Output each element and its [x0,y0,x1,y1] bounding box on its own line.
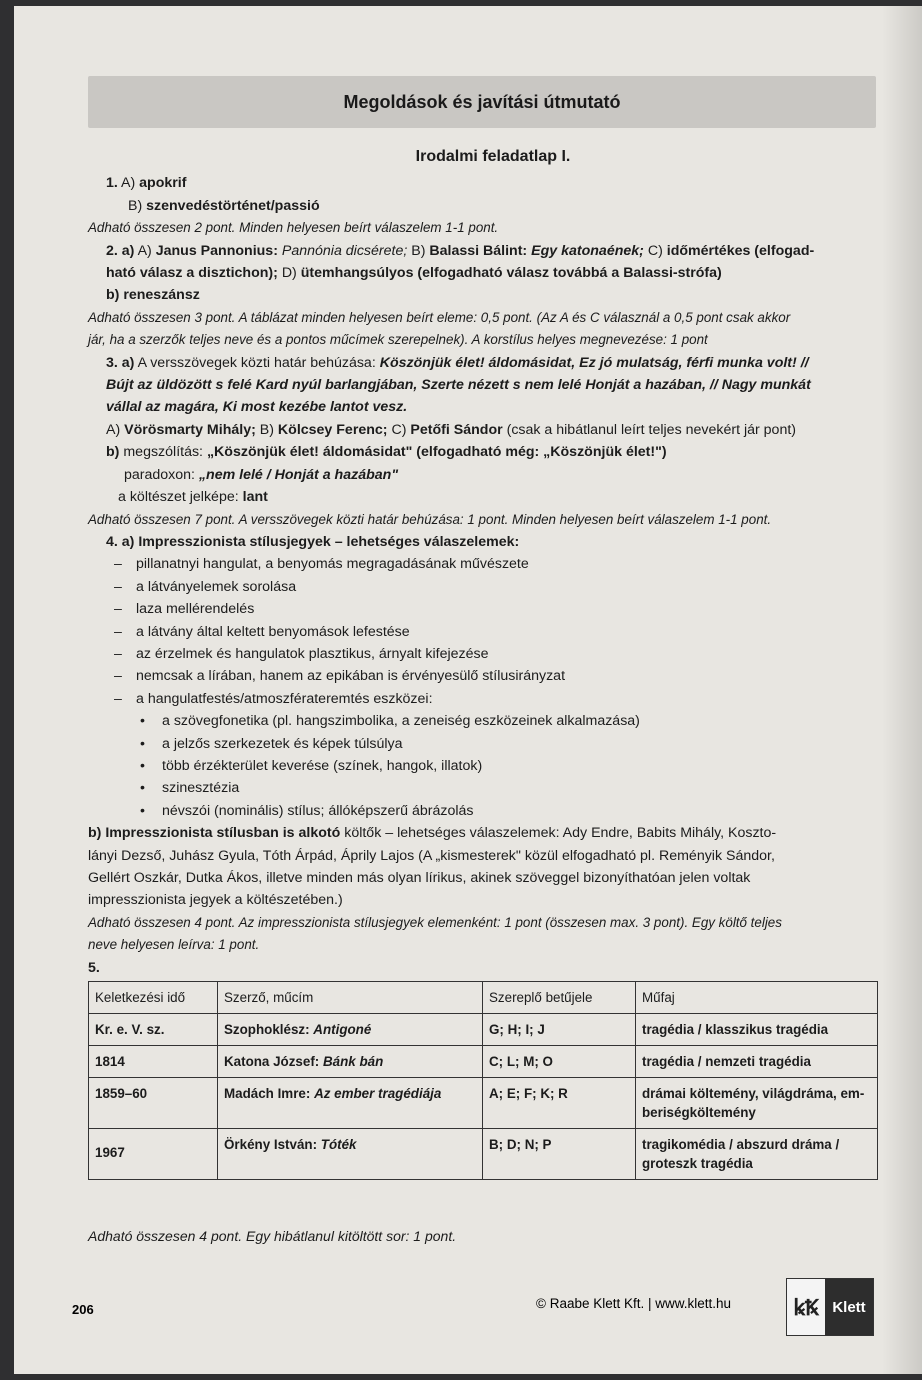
list-item: – a látvány által keltett benyomások lefestése [114,621,878,643]
table-cell: 1814 [89,1046,218,1078]
q5-num: 5. [88,959,100,976]
q4-b-4: impresszionista jegyek a költészetében.) [88,892,343,909]
table-cell: tragikomédia / abszurd dráma / groteszk tragédia [636,1129,878,1180]
q1-note: Adható összesen 2 pont. Minden helyesen beírt válaszelem 1-1 pont. [88,220,499,236]
works-table [88,981,878,1180]
q3-a-text-3: vállal az magára, Ki most kezébe lantot vesz. [106,399,408,416]
table-cell: 1967 [89,1129,218,1180]
list-item: • több érzékterület keverése (színek, hangok, illatok) [140,755,878,777]
copyright-text: © Raabe Klett Kft. | www.klett.hu [536,1296,732,1311]
table-row [89,1078,878,1129]
table-cell: Madách Imre: Az ember tragédiája [218,1078,483,1129]
q3-b-jelkep: a költészet jelképe: lant [118,489,268,506]
q1-b: B) szenvedéstörténet/passió [128,197,320,214]
q3-note: Adható összesen 7 pont. A versszövegek közti határ behúzása: 1 pont. Minden helyesen beírt válaszelem 1-1 pont. [88,511,772,527]
table-row [89,1129,878,1180]
table-cell: drámai költemény, világdráma, em-beriségköltemény [636,1078,878,1129]
list-item: – nemcsak a lírában, hanem az epikában is érvényesülő stílusirányzat [114,665,878,687]
table-cell: 1859–60 [89,1078,218,1129]
table-row [89,1046,878,1078]
page-shadow [882,6,922,1374]
q3-a-text-2: Bújt az üldözött s felé Kard nyúl barlangjában, Szerte nézett s nem lelé Honját a hazában, // Nagy munkát [106,377,811,394]
table-cell: A; E; F; K; R [483,1078,636,1129]
q4-b-2: lányi Dezső, Juhász Gyula, Tóth Árpád, Áprily Lajos (A „kismesterek" közül elfogadható pl. Reményik Sándor, [88,847,775,864]
list-item: • névszói (nominális) stílus; állóképszerű ábrázolás [140,800,878,822]
table-cell: B; D; N; P [483,1129,636,1180]
worksheet-title: Irodalmi feladatlap I. [415,148,571,165]
q2-a: 2. a) A) Janus Pannonius: Pannónia dicsérete; B) Balassi Bálint: Egy katonaének; C) időmértékes (elfogad- [106,242,815,259]
table-cell: Katona József: Bánk bán [218,1046,483,1078]
list-item: – a hangulatfestés/atmoszférateremtés eszközei: [114,688,878,710]
q3-b-paradoxon: paradoxon: „nem lelé / Honját a hazában" [124,466,399,483]
table-header: Szereplő betűjele [483,982,636,1014]
table-cell: G; H; I; J [483,1014,636,1046]
q3-b-megszolitas: b) megszólítás: „Köszönjük élet! áldomásidat" (elfogadható még: „Köszönjük élet!") [106,444,667,461]
table-cell: tragédia / nemzeti tragédia [636,1046,878,1078]
table-cell: Szophoklész: Antigoné [218,1014,483,1046]
table-cell: tragédia / klasszikus tragédia [636,1014,878,1046]
q4-b-3: Gellért Oszkár, Dutka Ákos, illetve minden más olyan lírikus, akinek szöveggel bizonyíthatóan jelen voltak [88,870,751,886]
q2-note-2: jár, ha a szerzők teljes neve és a pontos műcímek szerepelnek). A korstílus helyes megnevezése: 1 pont [88,332,708,348]
page-title: Megoldások és javítási útmutató [88,76,876,128]
q1-a: 1. A) apokrif [106,175,187,192]
table-row [89,1014,878,1046]
list-item: • szinesztézia [140,777,878,799]
table-header-row [89,982,878,1014]
q4-dot-list [88,710,878,822]
q4-note-1: Adható összesen 4 pont. Az impresszionista stílusjegyek elemenként: 1 pont (összesen max. 3 pont). Egy költő teljes [88,914,782,930]
q3-answers: A) Vörösmarty Mihály; B) Kölcsey Ferenc; C) Petőfi Sándor (csak a hibátlanul leírt teljes nevekért jár pont) [106,421,797,438]
table-header: Szerző, műcím [218,982,483,1014]
q4-a-heading: 4. a) Impresszionista stílusjegyek – lehetséges válaszelemek: [106,533,520,550]
list-item: – laza mellérendelés [114,598,878,620]
klett-logo [786,1278,874,1336]
klett-mark-icon: ꝃꝄ [787,1279,825,1335]
klett-wordmark: Klett [825,1279,873,1335]
table-header: Műfaj [636,982,878,1014]
q4-dash-list [88,553,878,710]
table-cell: C; L; M; O [483,1046,636,1078]
list-item: • a szövegfonetika (pl. hangszimbolika, a zeneiség eszközeinek alkalmazása) [140,710,878,732]
q2-a-cont: ható válasz a disztichon); D) ütemhangsúlyos (elfogadható válasz továbbá a Balassi-strófa) [106,265,722,282]
list-item: – pillanatnyi hangulat, a benyomás megragadásának művészete [114,553,878,575]
list-item: – az érzelmek és hangulatok plasztikus, árnyalt kifejezése [114,643,878,665]
q5-note: Adható összesen 4 pont. Egy hibátlanul kitöltött sor: 1 pont. [88,1228,457,1244]
table-cell: Kr. e. V. sz. [89,1014,218,1046]
q2-note-1: Adható összesen 3 pont. A táblázat minden helyesen beírt eleme: 0,5 pont. (Az A és C válasznál a 0,5 pont csak akkor [88,309,791,325]
q2-b: b) reneszánsz [106,287,200,304]
table-header: Keletkezési idő [89,982,218,1014]
q3-a: 3. a) A versszövegek közti határ behúzása: Köszönjük élet! áldomásidat, Ez jó mulatság, férfi munka volt! // [106,354,809,371]
list-item: • a jelzős szerkezetek és képek túlsúlya [140,733,878,755]
document-page [14,6,922,1374]
table-cell: Örkény István: Tóték [218,1129,483,1180]
solutions-content [88,146,878,1180]
list-item: – a látványelemek sorolása [114,576,878,598]
q4-b: b) Impresszionista stílusban is alkotó költők – lehetséges válaszelemek: Ady Endre, Babits Mihály, Koszto- [88,825,777,842]
q4-note-2: neve helyesen leírva: 1 pont. [88,937,260,953]
page-number: 206 [72,1302,94,1317]
